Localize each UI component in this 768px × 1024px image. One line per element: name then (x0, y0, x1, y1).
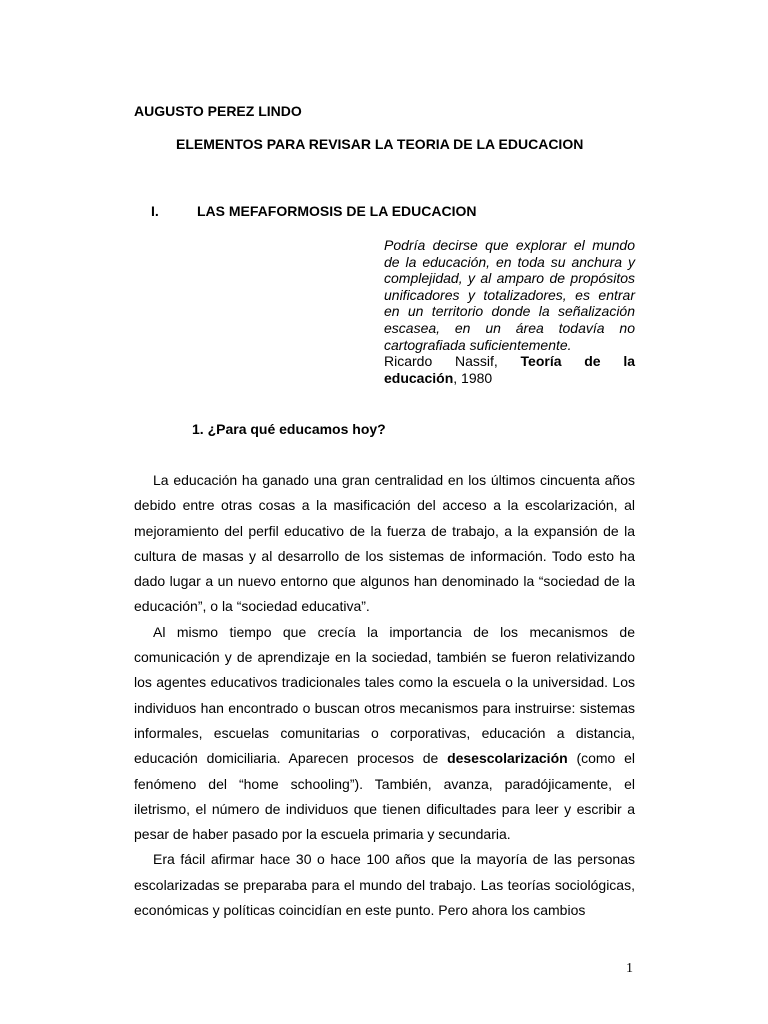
emphasis-term: desescolarización (447, 750, 568, 767)
section-title: LAS MEFAFORMOSIS DE LA EDUCACION (197, 203, 477, 219)
paragraph-text: Al mismo tiempo que crecía la importancia de los mecanismos de comunicación y de aprendizaje en la sociedad, también se fueron relativizando los agentes educativos tradicionales tales como la escuela o la universidad. Los individuos han encontrado o buscan otros mecanismos para instruirse: sistemas informales, escuelas comunitarias o corporativas, educación a distancia, educación domiciliaria. Aparecen procesos de (134, 623, 635, 767)
epigraph-author: Ricardo Nassif, (384, 353, 498, 370)
epigraph-citation (384, 353, 635, 386)
author-name: AUGUSTO PEREZ LINDO (134, 103, 302, 119)
section-number: I. (151, 203, 159, 219)
body-text (134, 468, 635, 923)
epigraph-year: , 1980 (453, 369, 493, 386)
epigraph-work: Teoría de la educación (384, 353, 636, 386)
paragraph: La educación ha ganado una gran centralidad en los últimos cincuenta años debido entre otras cosas a la masificación del acceso a la escolarización, al mejoramiento del perfil educativo de la fuerza de trabajo, a la expansión de la cultura de masas y al desarrollo de los sistemas de información. Todo esto ha dado lugar a un nuevo entorno que algunos han denominado la “sociedad de la educación”, o la “sociedad educativa”. (134, 472, 635, 615)
paragraph: Era fácil afirmar hace 30 o hace 100 años que la mayoría de las personas escolarizadas se preparaba para el mundo del trabajo. Las teorías sociológicas, económicas y políticas coincidían en este punto. Pero ahora los cambios (134, 851, 635, 919)
document-title: ELEMENTOS PARA REVISAR LA TEORIA DE LA EDUCACION (176, 136, 584, 152)
epigraph (384, 237, 635, 386)
paragraph (134, 620, 635, 848)
epigraph-quote: Podría decirse que explorar el mundo de la educación, en toda su anchura y complejidad, y al amparo de propósitos unificadores y totalizadores, es entrar en un territorio donde la señalización escasea, en un área todavía no cartografiada suficientemente. (384, 237, 635, 353)
page-number: 1 (626, 961, 633, 976)
subsection-heading: 1. ¿Para qué educamos hoy? (192, 421, 386, 437)
paragraph-text: (como el fenómeno del “home schooling”). También, avanza, paradójicamente, el iletrismo, el número de individuos que tienen dificultades para leer y escribir a pesar de haber pasado por la escuela primaria y secundaria. (134, 750, 635, 843)
